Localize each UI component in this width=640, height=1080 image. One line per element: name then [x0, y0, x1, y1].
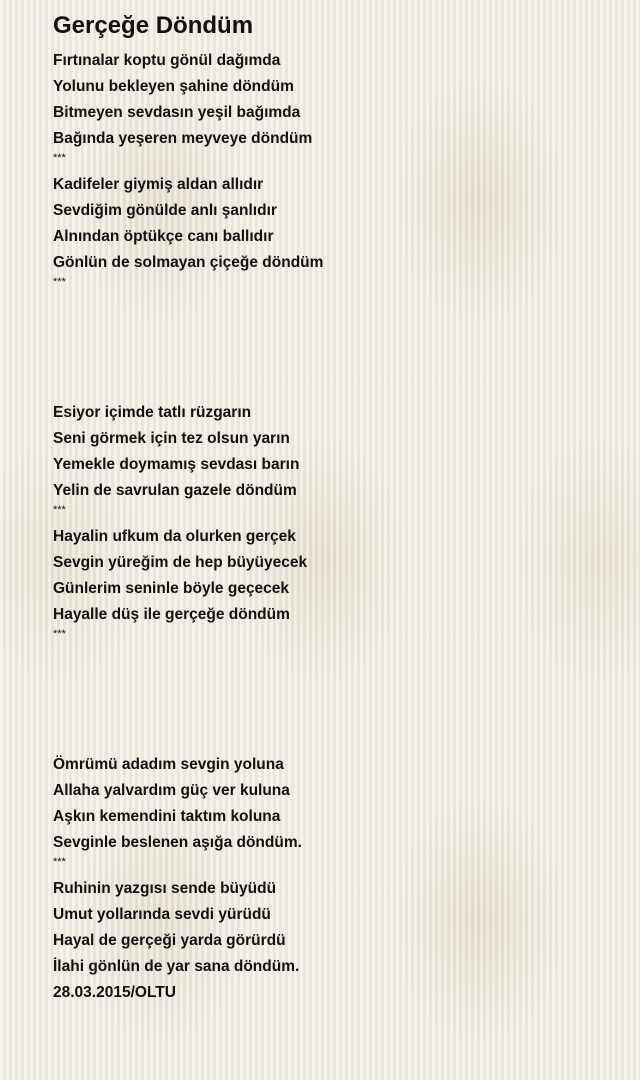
poem-line: Yemekle doymamış sevdası barın — [53, 456, 300, 473]
stanza-gap — [53, 648, 613, 752]
stanza-3 — [53, 400, 613, 520]
poem-line: İlahi gönlün de yar sana döndüm. — [53, 958, 300, 975]
stanza-5 — [53, 752, 613, 872]
poem-line: Ömrümü adadım sevgin yoluna — [53, 756, 284, 773]
stanza-separator: *** — [53, 276, 66, 288]
stanza-separator: *** — [53, 856, 66, 868]
stanza-separator: *** — [53, 504, 66, 516]
stanza-2 — [53, 172, 613, 292]
poem-line: Hayalin ufkum da olurken gerçek — [53, 528, 296, 545]
poem-line: Fırtınalar koptu gönül dağımda — [53, 52, 281, 69]
poem-line: Hayalle düş ile gerçeğe döndüm — [53, 606, 290, 623]
poem-line: Esiyor içimde tatlı rüzgarın — [53, 404, 252, 421]
poem-line: Kadifeler giymiş aldan allıdır — [53, 176, 264, 193]
poem-line: Bitmeyen sevdasın yeşil bağımda — [53, 104, 301, 121]
poem-line: Aşkın kemendini taktım koluna — [53, 808, 281, 825]
stanza-separator: *** — [53, 628, 66, 640]
poem-line: Günlerim seninle böyle geçecek — [53, 580, 290, 597]
poem-signature: 28.03.2015/OLTU — [53, 984, 176, 1001]
poem-line: Sevdiğim gönülde anlı şanlıdır — [53, 202, 277, 219]
stanza-gap — [53, 296, 613, 400]
poem-line: Yelin de savrulan gazele döndüm — [53, 482, 297, 499]
poem-line: Hayal de gerçeği yarda görürdü — [53, 932, 286, 949]
poem-line: Umut yollarında sevdi yürüdü — [53, 906, 271, 923]
poem-line: Allaha yalvardım güç ver kuluna — [53, 782, 290, 799]
poem-line: Ruhinin yazgısı sende büyüdü — [53, 880, 277, 897]
stanza-4 — [53, 524, 613, 644]
poem-line: Alnından öptükçe canı ballıdır — [53, 228, 274, 245]
stanza-1 — [53, 48, 613, 168]
poem-line: Yolunu bekleyen şahine döndüm — [53, 78, 294, 95]
poem-line: Gönlün de solmayan çiçeğe döndüm — [53, 254, 324, 271]
poem-line: Bağında yeşeren meyveye döndüm — [53, 130, 313, 147]
poem-line: Seni görmek için tez olsun yarın — [53, 430, 290, 447]
stanza-6 — [53, 876, 613, 980]
stanza-separator: *** — [53, 152, 66, 164]
poem — [53, 10, 613, 1006]
poem-title: Gerçeğe Döndüm — [53, 12, 254, 39]
poem-line: Sevginle beslenen aşığa döndüm. — [53, 834, 302, 851]
poem-line: Sevgin yüreğim de hep büyüyecek — [53, 554, 308, 571]
